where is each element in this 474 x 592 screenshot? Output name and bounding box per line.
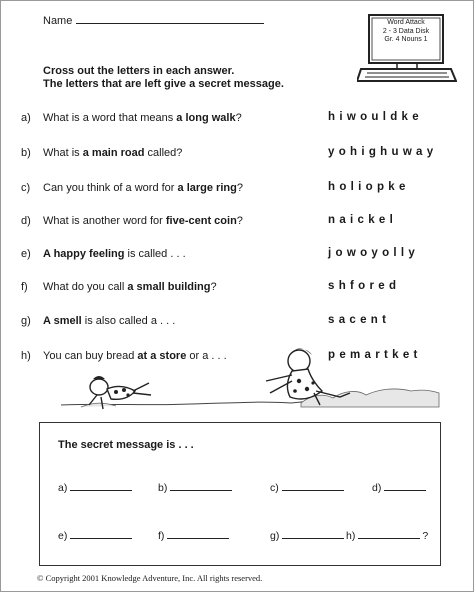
scrambled-letters: naickel (328, 214, 398, 226)
answer-box (39, 422, 441, 566)
answer-slot-d[interactable]: d) (372, 481, 426, 494)
question-letter: h) (21, 350, 31, 362)
question-text: Can you think of a word for a large ring? (43, 182, 243, 194)
computer-monitor-icon (357, 13, 457, 85)
question-a (21, 112, 461, 128)
question-text: What is a word that means a long walk? (43, 112, 242, 124)
answer-slot-h[interactable]: h) ? (346, 530, 429, 542)
scrambled-letters: shfored (328, 280, 401, 292)
scrambled-letters: yohighuway (328, 146, 438, 158)
question-letter: d) (21, 215, 31, 227)
answer-slot-e[interactable]: e) (58, 529, 132, 542)
question-letter: f) (21, 281, 28, 293)
scrambled-letters: hiwouldke (328, 111, 423, 123)
question-letter: b) (21, 147, 31, 159)
question-text: What do you call a small building? (43, 281, 217, 293)
question-b (21, 147, 461, 163)
question-text: What is another word for five-cent coin? (43, 215, 243, 227)
question-text: What is a main road called? (43, 147, 183, 159)
question-text: A smell is also called a . . . (43, 315, 176, 327)
question-d (21, 215, 461, 231)
answer-title: The secret message is . . . (58, 439, 194, 451)
question-g (21, 315, 461, 331)
scrambled-letters: holiopke (328, 181, 410, 193)
question-letter: g) (21, 315, 31, 327)
end-question-mark: ? (422, 530, 429, 542)
instruction-line: The letters that are left give a secret message. (43, 78, 284, 90)
question-letter: a) (21, 112, 31, 124)
instructions (43, 65, 284, 91)
answer-slot-c[interactable]: c) (270, 481, 344, 494)
answer-slot-b[interactable]: b) (158, 481, 232, 494)
monitor-line: Gr. 4 Nouns 1 (384, 36, 428, 43)
answer-slot-a[interactable]: a) (58, 481, 132, 494)
monitor-line: Word Attack (387, 19, 425, 26)
name-row (43, 13, 264, 27)
instruction-line: Cross out the letters in each answer. (43, 65, 235, 77)
question-text: You can buy bread at a store or a . . . (43, 350, 227, 362)
question-c (21, 182, 461, 198)
name-blank[interactable] (76, 13, 264, 24)
answer-slot-f[interactable]: f) (158, 529, 229, 542)
question-letter: e) (21, 248, 31, 260)
monitor-line: 2 - 3 Data Disk (382, 27, 430, 35)
question-text: A happy feeling is called . . . (43, 248, 186, 260)
name-label: Name (43, 15, 73, 27)
running-kids-illustration (61, 343, 441, 418)
monitor-caption (373, 19, 439, 45)
answer-slot-g[interactable]: g) (270, 529, 344, 542)
copyright-notice: © Copyright 2001 Knowledge Adventure, Inc. All rights reserved. (37, 573, 263, 583)
scrambled-letters: pemartket (328, 349, 422, 361)
question-f (21, 281, 461, 297)
question-e (21, 248, 461, 264)
scrambled-letters: sacent (328, 314, 391, 326)
scrambled-letters: jowoyolly (328, 247, 420, 259)
question-letter: c) (21, 182, 31, 194)
